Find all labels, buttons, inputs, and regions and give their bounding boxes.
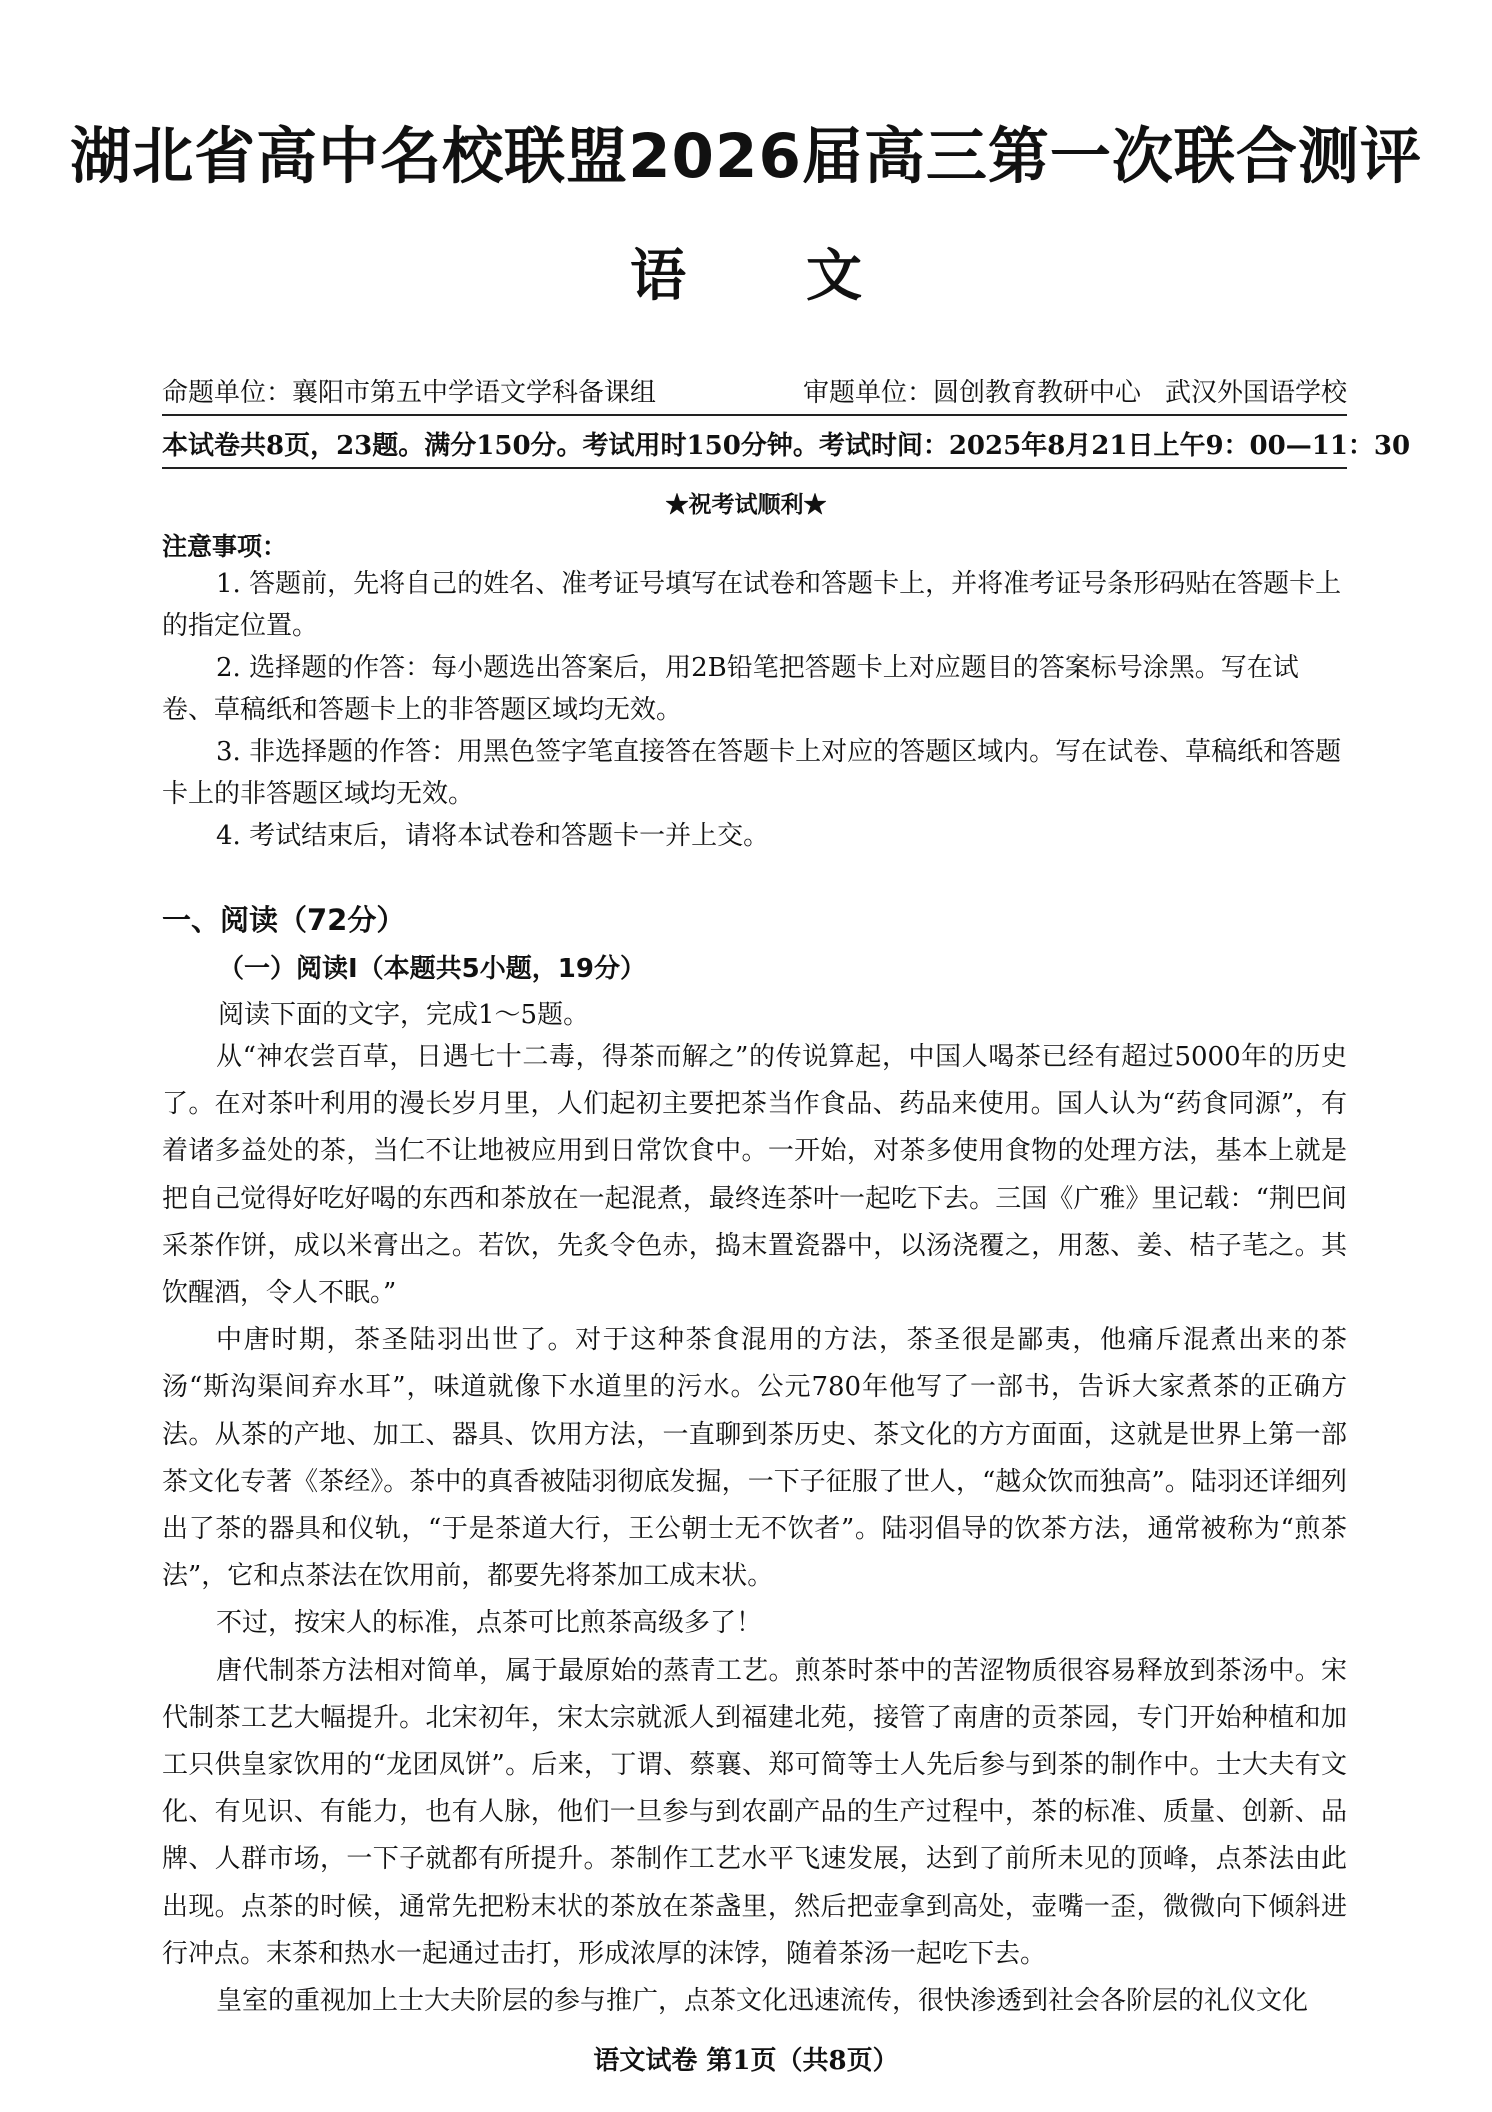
- notice-item: 4. 考试结束后，请将本试卷和答题卡一并上交。: [216, 821, 770, 851]
- reviewer-school: 武汉外国语学校: [1164, 378, 1347, 408]
- section-heading: 一、阅读（72分）: [162, 903, 406, 937]
- reading-instruction: 阅读下面的文字，完成1～5题。: [218, 1000, 590, 1030]
- passage-paragraph: 不过，按宋人的标准，点茶可比煎茶高级多了！: [216, 1608, 763, 1639]
- notice-heading: 注意事项：: [162, 532, 288, 561]
- reviewer-unit: [779, 372, 1347, 409]
- divider: [162, 414, 1347, 416]
- exam-title: 湖北省高中名校联盟2026届高三第一次联合测评: [70, 121, 1422, 192]
- passage-paragraph: 皇室的重视加上士大夫阶层的参与推广，点茶文化迅速流传，很快渗透到社会各阶层的礼仪文化: [216, 1986, 1309, 2017]
- passage-paragraph: 唐代制茶方法相对简单，属于最原始的蒸青工艺。煎茶时茶中的苦涩物质很容易释放到茶汤中。宋代制茶工艺大幅提升。北宋初年，宋太宗就派人到福建北苑，接管了南唐的贡茶园，专门开始种植和加工只供皇家饮用的“龙团凤饼”。后来，丁谓、蔡襄、郑可简等士人先后参与到茶的制作中。士大夫有文化、有见识、有能力，也有人脉，他们一旦参与到农副产品的生产过程中，茶的标准、质量、创新、品牌、人群市场，一下子就都有所提升。茶制作工艺水平飞速发展，达到了前所未见的顶峰，点茶法由此出现。点茶的时候，通常先把粉末状的茶放在茶盏里，然后把壶拿到高处，壶嘴一歪，微微向下倾斜进行冲点。末茶和热水一起通过击打，形成浓厚的沫饽，随着茶汤一起吃下去。: [162, 1655, 1347, 1969]
- passage-paragraph: 中唐时期，茶圣陆羽出世了。对于这种茶食混用的方法，茶圣很是鄙夷，他痛斥混煮出来的茶汤“斯沟渠间弃水耳”，味道就像下水道里的污水。公元780年他写了一部书，告诉大家煮茶的正确方法。从茶的产地、加工、器具、饮用方法，一直聊到茶历史、茶文化的方方面面，这就是世界上第一部茶文化专著《茶经》。茶中的真香被陆羽彻底发掘，一下子征服了世人，“越众饮而独高”。陆羽还详细列出了茶的器具和仪轨，“于是茶道大行，王公朝士无不饮者”。陆羽倡导的饮茶方法，通常被称为“煎茶法”，它和点茶法在饮用前，都要先将茶加工成末状。: [162, 1325, 1347, 1592]
- proposer-unit: 命题单位：襄阳市第五中学语文学科备课组: [162, 378, 657, 408]
- notice-item: 2. 选择题的作答：每小题选出答案后，用2B铅笔把答题卡上对应题目的答案标号涂黑。写在试卷、草稿纸和答题卡上的非答题区域均无效。: [162, 653, 1299, 725]
- passage-paragraph: 从“神农尝百草，日遇七十二毒，得茶而解之”的传说算起，中国人喝茶已经有超过5000年的历史了。在对茶叶利用的漫长岁月里，人们起初主要把茶当作食品、药品来使用。国人认为“药食同源”，有着诸多益处的茶，当仁不让地被应用到日常饮食中。一开始，对茶多使用食物的处理方法，基本上就是把自己觉得好吃好喝的东西和茶放在一起混煮，最终连茶叶一起吃下去。三国《广雅》里记载：“荆巴间采茶作饼，成以米膏出之。若饮，先炙令色赤，捣末置瓷器中，以汤浇覆之，用葱、姜、桔子芼之。其饮醒酒，令人不眠。”: [162, 1042, 1347, 1309]
- page-footer: 语文试卷 第1页（共8页）: [593, 2046, 899, 2076]
- subject-title: 语文: [630, 244, 982, 309]
- exam-info: 本试卷共8页，23题。满分150分。考试用时150分钟。: [162, 431, 819, 461]
- notice-item: 3. 非选择题的作答：用黑色签字笔直接答在答题卡上对应的答题区域内。写在试卷、草稿纸和答题卡上的非答题区域均无效。: [162, 737, 1342, 809]
- notice-item: 1. 答题前，先将自己的姓名、准考证号填写在试卷和答题卡上，并将准考证号条形码贴在答题卡上的指定位置。: [162, 569, 1342, 641]
- divider: [162, 467, 1347, 469]
- good-luck-text: ★祝考试顺利★: [665, 491, 827, 518]
- exam-time: 考试时间：2025年8月21日上午9：00—11：30: [818, 431, 1411, 461]
- subsection-heading: （一）阅读Ⅰ（本题共5小题，19分）: [218, 954, 646, 984]
- reviewer-label: 审题单位：圆创教育教研中心: [802, 378, 1141, 408]
- notice-list: [162, 563, 1347, 857]
- exam-info-row: [162, 425, 1411, 462]
- proposer-row: [162, 372, 1347, 409]
- reading-passage: [162, 1034, 1347, 2025]
